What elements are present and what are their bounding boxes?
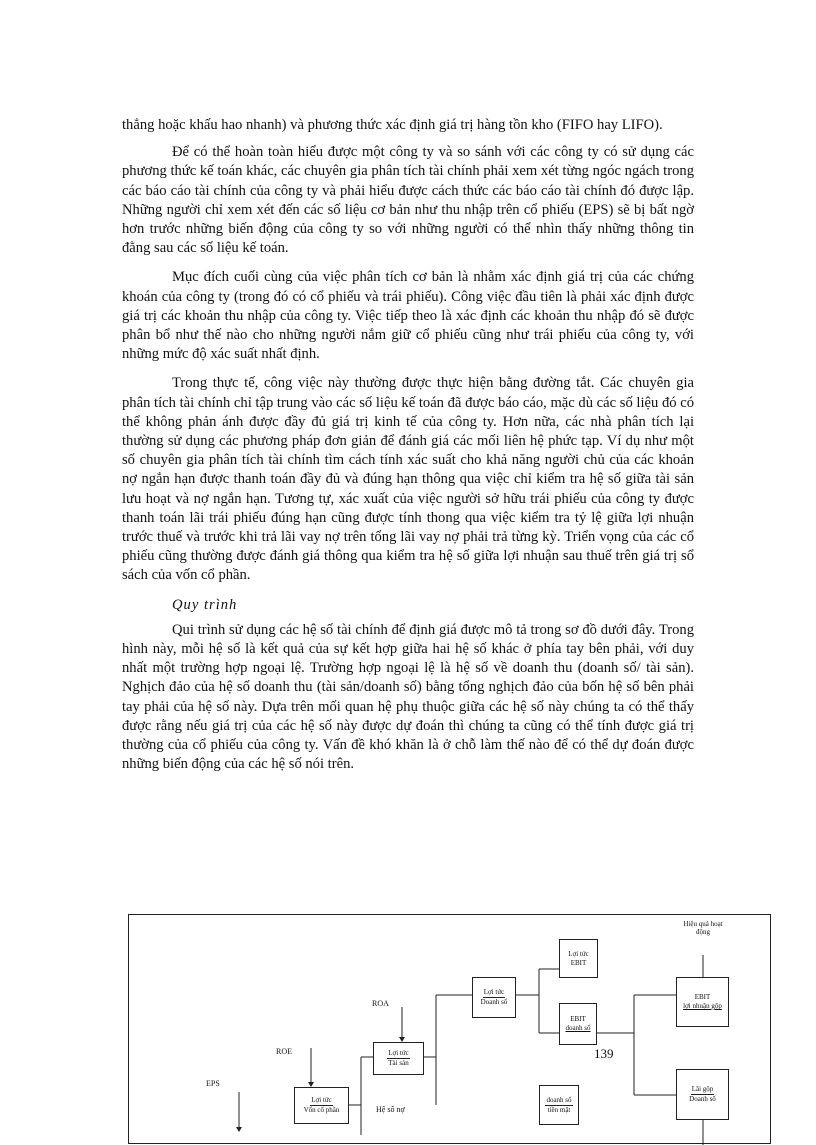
label-eps: EPS (206, 1079, 220, 1088)
box-loi-tuc-ebit: Lợi tức EBIT (559, 939, 598, 978)
paragraph-1: thẳng hoặc khấu hao nhanh) và phương thức xác định giá trị hàng tồn kho (FIFO hay LIFO). (122, 117, 663, 133)
label-roe: ROE (276, 1047, 292, 1056)
paragraph-2: Để có thể hoàn toàn hiểu được một công ty và so sánh với các công ty có sử dụng các phương thức kế toán khác, các chuyên gia phân tích tài chính phải xem xét từng ngóc ngách trong các báo cáo tài chính của công ty và phải hiểu được cách thức các báo cáo tài chính đó được lập. Những người chỉ xem xét đến các số liệu cơ bản như thu nhập trên cổ phiếu (EPS) sẽ bị bất ngờ hơn trước những biến động của công ty so với những người có thể nhìn thấy những thông tin đằng sau các số liệu kế toán. (122, 144, 694, 257)
box-ebit-loi-nhuan-gop: EBIT lợi nhuận gộp (676, 977, 729, 1027)
financial-ratio-diagram (128, 914, 771, 1144)
label-roa: ROA (372, 999, 389, 1008)
label-he-so-no: Hệ số nợ (376, 1105, 405, 1114)
label-hieu-qua-hoat-dong: Hiệu quả hoạt động (683, 920, 723, 936)
paragraph-5: Qui trình sử dụng các hệ số tài chính để định giá được mô tả trong sơ đồ dưới đây. Trong hình này, mỗi hệ số là kết quả của sự kết hợp giữa hai hệ số khác ở phía tay bên phải, với duy nhất một trường hợp ngoại lệ. Trường hợp ngoại lệ là hệ số về doanh thu (doanh số/ tài sản). Nghịch đảo của hệ số doanh thu (tài sản/doanh số) bằng tổng nghịch đảo của bốn hệ số bên phải tay phải của hệ số này. Dựa trên mối quan hệ phụ thuộc giữa các hệ số này chúng ta có thể thấy được rằng nếu giá trị của các hệ số này được dự đoán thì chúng ta cũng có thể tính được giá trị thường của cổ phiếu của công ty. Vấn đề khó khăn là ở chỗ làm thế nào để có thể dự đoán được những biến động của các hệ số nói trên. (122, 621, 694, 773)
section-heading: Quy trình (172, 596, 238, 613)
paragraph-4: Trong thực tế, công việc này thường được thực hiện bằng đường tắt. Các chuyên gia phân tích tài chính chỉ tập trung vào các số liệu kế toán đã được báo cáo, mặc dù các số liệu đó có thể không phản ánh được đầy đủ giá trị kinh tế của công ty. Hơn nữa, các nhà phân tích lại thường sử dụng các phương pháp đơn giản để đánh giá các mối liên hệ phức tạp. Ví dụ như một số chuyên gia phân tích tài chính tìm cách tính xác suất cho khả năng người chủ của các khoản nợ ngắn hạn được thanh toán đầy đủ và đúng hạn thông qua việc chỉ kiểm tra hệ số giữa tài sản lưu hoạt và nợ ngắn hạn. Tương tự, xác xuất của việc người sở hữu trái phiếu của công ty được thanh toán lãi trái phiếu đúng hạn cũng được tính thong qua việc kiểm tra tỷ lệ giữa lợi nhuận trước thuế và trước khi trả lãi vay nợ trên tổng lãi vay nợ phải trả từng kỳ. Triển vọng của các cổ phiếu cũng thường được đánh giá thông qua kiểm tra hệ số giữa lợi nhuận sau thuế trên giá trị sổ sách của vốn cổ phần. (122, 375, 694, 584)
box-loi-tuc-von-co-phan: Lợi tức Vốn cổ phần (294, 1087, 349, 1124)
box-doanh-so-tien-mat: doanh số tiền mặt (539, 1085, 579, 1125)
body-text (122, 116, 694, 785)
box-ebit-doanh-so: EBIT doanh số (559, 1003, 597, 1045)
box-loi-tuc-tai-san: Lợi tức Tài sản (373, 1042, 424, 1075)
paragraph-3: Mục đích cuối cùng của việc phân tích cơ bản là nhằm xác định giá trị của các chứng khoán của công ty (trong đó có cổ phiếu và trái phiếu). Công việc đầu tiên là phải xác định được giá trị các khoản thu nhập của công ty. Việc tiếp theo là xác định các khoản thu nhập đó sẽ được phân bổ như thế nào cho những người nắm giữ cổ phiếu cũng như trái phiếu của công ty, với những mức độ xác suất nhất định. (122, 269, 694, 363)
page-number: 139 (594, 1046, 614, 1061)
box-loi-tuc-doanh-so: Lợi tức Doanh số (472, 977, 516, 1018)
box-loi-gop-doanh-so: Lãi gộp Doanh số (676, 1069, 729, 1120)
